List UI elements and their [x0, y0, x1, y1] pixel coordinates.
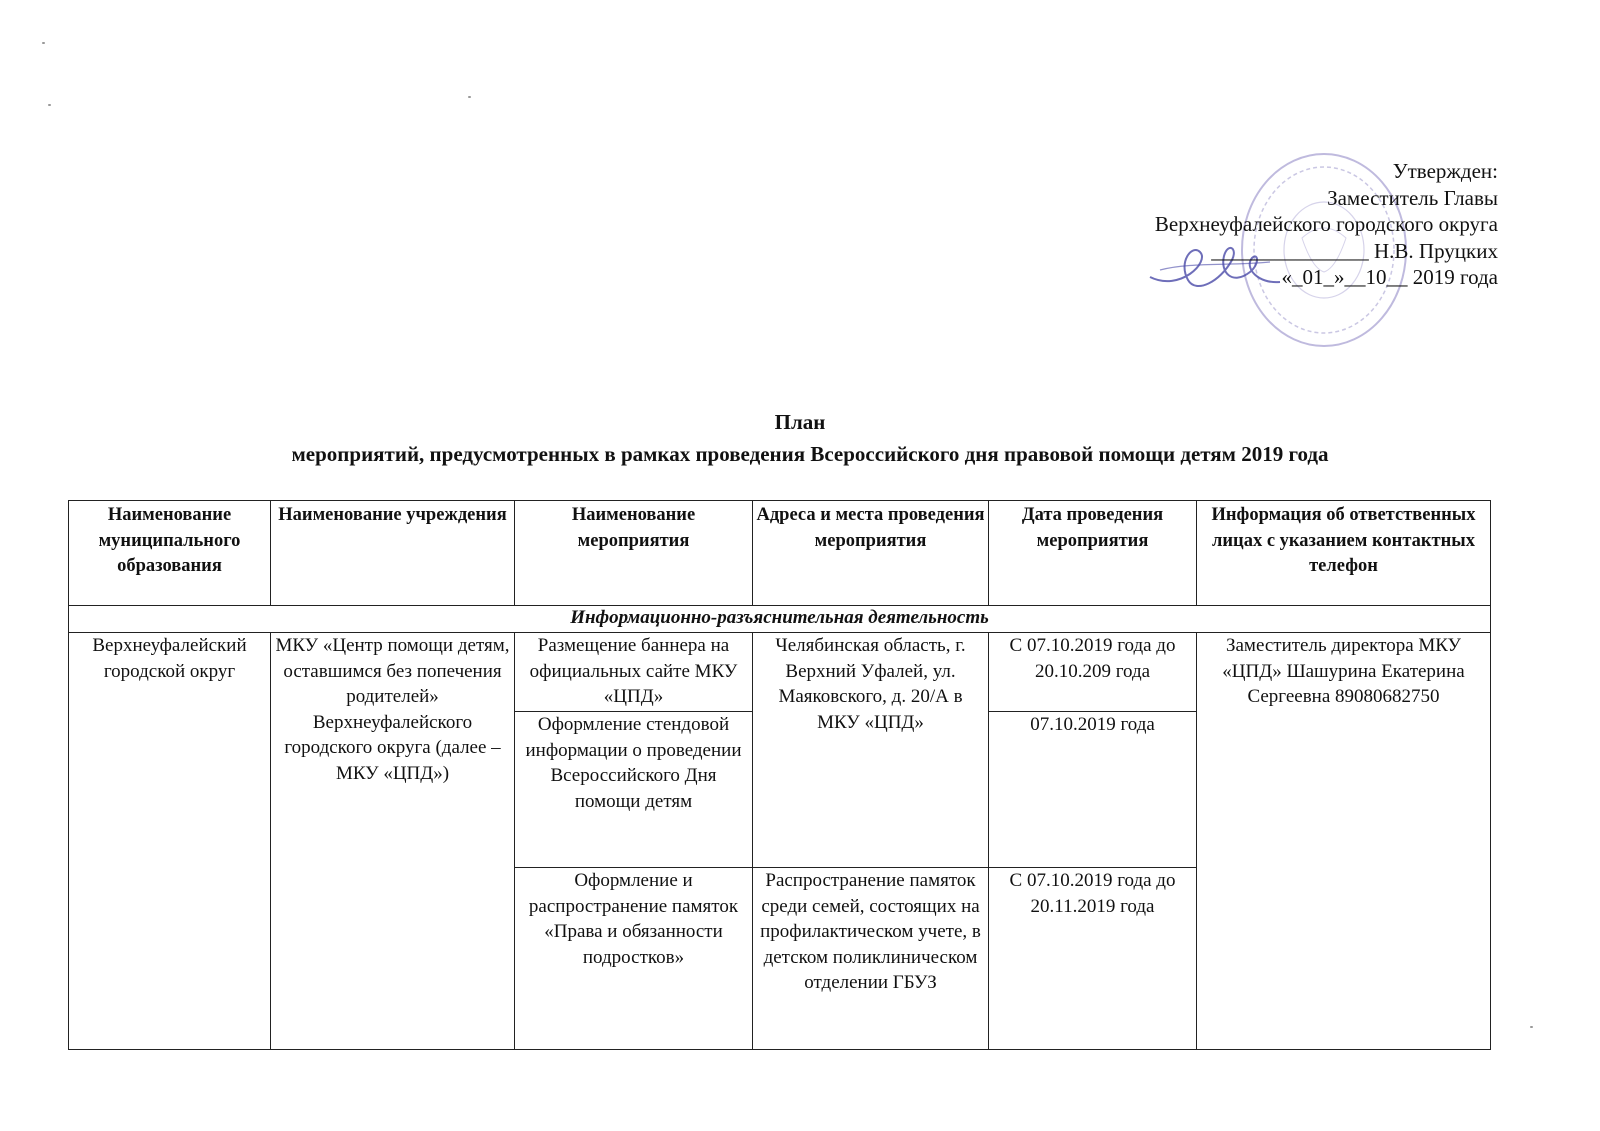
scan-speck [42, 42, 45, 44]
date-cell-1: С 07.10.2019 года до 20.10.209 года [989, 633, 1197, 712]
header-institution: Наименование учреждения [271, 501, 515, 606]
header-municipality: Наименование муниципального образования [69, 501, 271, 606]
approval-heading: Утвержден: [1392, 159, 1498, 183]
event-cell-3: Оформление и распространение памяток «Права и обязанности подростков» [515, 868, 753, 1050]
approver-position: Заместитель Главы [1327, 185, 1498, 210]
scan-speck [1530, 1026, 1533, 1028]
header-address: Адреса и места проведения мероприятия [753, 501, 989, 606]
institution-cell: МКУ «Центр помощи детям, оставшимся без попечения родителей» Верхнеуфалейского городского округа (далее – МКУ «ЦПД») [271, 633, 515, 1050]
address-cell-2: Распространение памяток среди семей, состоящих на профилактическом учете, в детском поликлиническом отделении ГБУЗ [753, 868, 989, 1050]
header-event: Наименование мероприятия [515, 501, 753, 606]
section-row [69, 606, 1491, 633]
approval-date: «_01_»__10__ 2019 года [1281, 265, 1498, 289]
approver-name: _______________ Н.В. Пруцких [1211, 238, 1498, 263]
approver-organization: Верхнеуфалейского городского округа [1154, 212, 1498, 236]
scan-speck [468, 96, 471, 98]
document-title [0, 406, 1600, 470]
date-cell-3: С 07.10.2019 года до 20.11.2019 года [989, 868, 1197, 1050]
event-cell-1: Размещение баннера на официальных сайте МКУ «ЦПД» [515, 633, 753, 712]
plan-table [68, 500, 1491, 1050]
title-line-1: План [774, 410, 826, 434]
title-line-2: мероприятий, предусмотренных в рамках проведения Всероссийского дня правовой помощи детям 2019 года [291, 442, 1329, 466]
event-cell-2: Оформление стендовой информации о проведении Всероссийского Дня помощи детям [515, 712, 753, 868]
approval-block [1155, 158, 1498, 291]
municipality-cell: Верхнеуфалейский городской округ [69, 633, 271, 1050]
responsible-cell: Заместитель директора МКУ «ЦПД» Шашурина Екатерина Сергеевна 89080682750 [1197, 633, 1491, 1050]
scan-speck [48, 104, 51, 106]
table-header-row [69, 501, 1491, 606]
section-title: Информационно-разъяснительная деятельность [69, 606, 1491, 633]
table-row [69, 633, 1491, 712]
date-cell-2: 07.10.2019 года [989, 712, 1197, 868]
header-date: Дата проведения мероприятия [989, 501, 1197, 606]
address-cell-1: Челябинская область, г. Верхний Уфалей, ул. Маяковского, д. 20/А в МКУ «ЦПД» [753, 633, 989, 868]
header-responsible: Информация об ответственных лицах с указанием контактных телефон [1197, 501, 1491, 606]
